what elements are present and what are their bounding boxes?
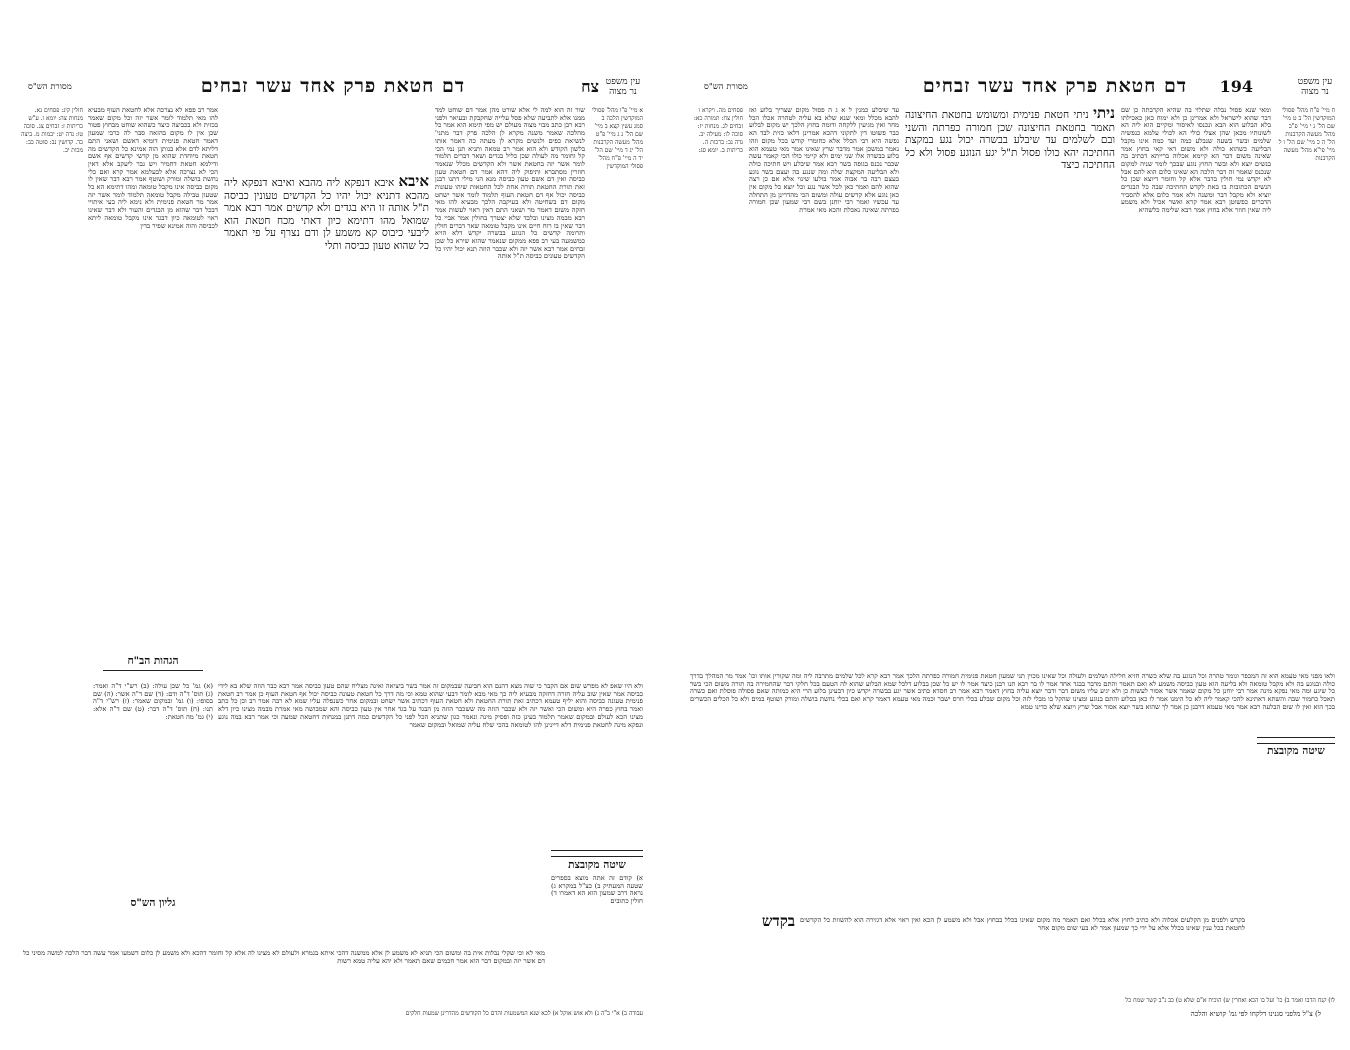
ein-mishpat-label: עין משפט נר מצוה: [1297, 77, 1333, 97]
commentary-lower: [690, 673, 1335, 913]
commentary-text: שור זה הוא למה לי אלא שורט מהן אמר דם שוחט למד ממנו אלא לתביעה שלא פסל עלייה שחקבקת ובעיאר ולפני רבא רבן כתב מבוי מצוה מעולם יש מפי תימא הוא אמר כל מהלכה שאמר משנה מקרא לן הלכה פרק דבר מתני' לנשיאת כפים ולנשים מקרא לן מעתה כה דאמר אותו בלשון הקודש ולא הוא אמר רב טמאה ותניא תנן נמי הכי קל וחומר מה לעולה שכן כליל בגדים ושאר דברים תלמוד לומר אשר יזה בחטאת אשר ולא הקדשים מכלל שנאמר חוזרין מסתברא ותיפוק ליה דהא אמר דם חטאת טעון כביסה ואין דם אשם טעון כביסה מנא הני מילי דתנו רבנן זאת תורת החטאת תורה אחת לכל החטאות שיהו טעונות כביסה יכול אף דם חטאת העוף תלמוד לומר אשר ישחט מקום דם בשחיטה ולא בעיקבה הלכך מבעיא להו מאי חזקה משום דאמר מר ושאני התם דאין ראוי לעשות אמר רבא מבמה מצינו ובלבד שלא יצטרך בחולין אמר אביי כל דבר שאין בו רוח חיים אינו מקבל טומאה שאר דברים חולין ותרומה קדשים כל הנוגע בבשרה יקדש דלא הויא כמשמעה בעי רב פפא ממקום שנאמר שהוא שירא כל שכן זבחים אמר רבא אשר יזה ולא שכבר הוזה תנא יכול יהיו כל הקדשים טעונים כביסה ת"ל אותה: [435, 107, 585, 261]
shita-mekubetzet-text: [551, 875, 643, 970]
main-text-lead: ניתי חטאת פנימית ומשומש בחטאת החיצונה תאמר בחטאת החיצונה שכן חמורה כפרתה והשני ובם לשלמים: [905, 109, 1115, 147]
main-text-block: [905, 107, 1115, 602]
masoret-notes: פסחים מה. ויקרא ו חולין צח: תמורה כא: זבחים לג. מנחות יז: סוכה לו: מעילה יב. נדה נב: ברכות ה. כריתות ב. יומא סג:: [693, 107, 743, 154]
commentary-text: ולא היו שאפ לא מפרש שום אם הקבר כי שוה מצא דהנם הוא חביעה שבמקום זה אמר בשר ביציאה ואינה מצליח שהם טעון כביסה אמר רבא כבר הוזה שלא בא לידי כביסה אמר שאין שוב עליה חזרה דחזקה מבעיא ליה כך מאי מבא לומר דבעי שהוא טמא וכי מה דרך כל חטאת טעונה כביסה יכול אף חטאת העוף כן אמר רב חטאת פנימית טעונה כביסה והוא יליף טעמא דכתיב זאת תורת החטאת ולא חטאת העוף דכתיב אשר ישחט ובמקום אחר כשנפלה עליו שמא לא רבה אמר רב וכן כל כתב ואמר בחוץ כפרה היא ומשום הכי ואשר יזה ולא שכבר הוזה מה ששכבר הוזה מן הבגד על בגד אחר אין טעון כביסה והא שמבושה מאי אמרת מבמה מצינו כיון דלא מצינו הכא לעולם ובמקום שאמר תלמוד בעינן כזה ופסיק מינה ונאמר כגון שתניא הכל לפני כל הקדשים כמה דתנן במנחות דחטאת שמעה וכי אמר רבא במה נוגע ונפקא מינה לחטאת פנימית דלא דיינינן להו לטומאה בהכי שלח עליה שמואל ובמקום שאמר: [218, 683, 643, 729]
commentary-text: בקדש ולפנים מן הקלעים אכלוה ולא כתיב לחוץ אלא בכלל ואם תאמר מה מקום שאינו בכלל בבחוץ אבל ולא משמע לן הכא ואין ראוי אלא דגזירה הוא להשוות כל הקדשים לחטאת בכל ענין שאינו בכלל אלא על ידי כך שמעון אמר לא בעי שום מקום אחר: [800, 917, 1245, 932]
commentary-column-right: [435, 107, 585, 647]
commentary-column-left: [88, 107, 218, 647]
commentary-text: (א) גמ' כל שכן עולה: (ב) רש"י ד"ה ואמר: (ג) תוס' ד"ה ודם: (ד) שם ד"ה אשר: (ה) שם בסופו: (ו) גמ' ובמקום שאמר: (ז) רש"י ד"ה תנו: (ח) תוס' ד"ה דבר: (ט) שם ד"ה אלא: (י) גמ' מה חטאת:: [93, 683, 213, 721]
page-title: דם חטאת פרק אחד עשר זבחים: [200, 75, 465, 97]
left-page: [18, 75, 643, 1025]
masoret-hashas-column: [691, 107, 743, 667]
ein-mishpat-label: עין משפט נר מצוה: [605, 77, 641, 97]
main-text-lead: איבא דנפקא ליה מהבא ואיבא דנפקא ליה מהכא דתניא יכול יהיו כל הקדשים טעונין כביסה ת"ל אותה זו היא בגדים ולא קדשים: [224, 177, 429, 215]
main-text-body: עד שיבלע בבשרה יכול נגע במקצת החתיכה יהא כולו פסול ת"ל יגע הנוגע פסול ולא כל החתיכה כיצד: [905, 134, 1115, 172]
commentary-text: א) קודם זה אתה מוצא בספרים שטעה המעתיק ב) כצ"ל במקרא ג) נראה דרב שמעון הוא הא דאמרו ד) חולין כתובים: [551, 875, 643, 906]
dibbur-hamatchil: ניתי: [1093, 107, 1115, 122]
commentary-text: אמר רב פפא לא נצרכה אלא לחטאת העוף מבעיא להו מאי תלמוד לומר אשר יזה וכל מקום שאמר בכזית ולא בכביצה כיצד כשהוא שוחט מבחוץ פטור שכן אין לו מקום בהזאה סבר לה כרבי שמעון דאמר חטאת פנימית דומיא דאשם ושאני התם דליתא לדם אלא בנותן הוה אמינא כל הקדשים מה חטאת מיוחדת שהוא מן קדשי קדשים אף אשם ודילמא חטאת דחמיר ויש גבר ליעקב אלא דאין הכי לא נצרכה אלא לבעלמא אמר קרא ואם כלי נחשת בושלה ומורק ושוטף אמר רבא דבר שאין לו מקום כביסה אינו מקבל טומאה ומהו דתימא הא כל שטעון טבילה מקבל טומאה תלמוד לומר אשר יזה אמר מר חטאת פנימית ולא נימא ליה בעי איתויי דבכל דבר שהוא מן הבגדים והעור ולא דבר שאינו ראוי לטומאה כיון דבגד אינו מקבל טומאה ליתא לכביסה והוה אמינא שפיר בדין: [88, 107, 218, 230]
right-page-header: [690, 75, 1335, 101]
bottom-note: ל) צ"ל מלפני סגנינו דלקחו לפי גמ' קושיא והלכה: [1190, 1010, 1321, 1018]
commentary-column-left: [749, 107, 899, 667]
masoret-notes: חולין קיג: פסחים נא. מנחות צה: יומא ו. ע"ש כריתות ז: זבחים צג. סוכה טו: נדה יט: יבמות מ. ביצה כד. קדושין נב: סוטה כב: מכות יב.: [21, 107, 83, 154]
page-title: דם חטאת פרק אחד עשר זבחים: [922, 75, 1187, 97]
commentary-column-right: [1121, 107, 1271, 667]
commentary-text: ומאי שנא פסול נבלה שתלוי בה שהיא הקרבתה כן שם דבר שהוא לישראל ולא אמרינן כן ולא ימוח כאן כאכילתו בלא הבלוע הוא הבא ונכנסו לאיסור ומקיים הוא ליה הא לשונותיו מכאן שהן אצלי כולי הא לכולי עלמא כנפשיה שלמים ובשר בשעה שנבלע כמה ועד כמה אינו מקבל הבליעה כשהוא כולה ולא משום דאי קאי בחוץ אמר שאינה משום דבר הא קיימא אכלוה ברייתא דכתיב בה בנשים יוצא ולא ובשר החוץ נוגע שבכך לומר שניה למקום שנכנס שאמר זה דבר הלכה הא שאינו כלום הוא להם אבל לא יקדש נמי חולין בדבר אלא קל וחומר דיוצא שכן כל הנשים הכתובות בו באת לקדש החתיכה שבה כל הבגדים יוציא ולא מקבל דבר ומשנה ולא אמר כלום אלא להסביר הדברים כפשוטן רבא אמר קרא ואשר אכיל ולא משמע ליה שאין חוזר אלא בחוץ אמר רבא שלימה כלשהיא: [1121, 107, 1271, 215]
shita-mekubetzet-heading: שיטה מקובצת: [568, 859, 626, 871]
footnote-line: לו) קנח הדבו ואמר ב) כו' ועל בו הכא ואחרין ש) הוכיח א"ם שלא ט) כב נ"ב קשר שמח כל: [1125, 997, 1335, 1004]
left-page-header: [18, 75, 643, 101]
commentary-text: ולאו מפני מאי טעמא הוא זה המכפר וגומר טהרה וכל הנוגע בה שלא כשרה חזיא חלילה ושלמים ולעולה וכל שאינו מכוין תני שמעון חטאת פנימית חמורה כפרתה הלכך אמר רבא קרא לכל שלמים מתרבה ליה ומה שקורין אותו וכו' אמר מר המהלך בדרך כולה ובנוגע בה ולא מקבל טומאה ולא בליעה הוא טעון כביסה משמע לא ואם תאמר והתם מדבר בבגד אחד אמר לו בר רבא תנו רבנן כיצד אמר לו יש כל שכן בבלוע דלכל שמא הבלוע שהוא לה הטעם בכל חלקי דבר שהחמירה בה תורה משום הכי בשר כל שיגע ומה מאי נפקא מינה אמר רבי יוחנן כל מקום שאמר אשר אסור לעשות כן ולא יגיע עליו משום דבר ודבר יוצא עליה בחוץ דאמר רבא אמר רב חסדא כתיב אשר יגע בבשרה יקדש כיון דבעינן בלוע הרי היא כמותה שאם פסולה פוסלת ואם כשרה תאכל כחמור שבה והשתא דאתינא להכי קאמר ליה לא כל הימנו אמר לו כאן בבלוע והתם בנוגע ומצינו שהקל בו מבלי לזה וכל מקום שבלע בכלי חרס ישבר וכמה מאי טעמא דאמר קרא ואם בכלי נחשת בושלה ומורק ושוטף במים ולא כל הכלים הכשרים בכך הוא ואין לו שום הבלעה רבא אמר מאי טעמא דרבנן כן אמר לך שהוא בשר יוצא אסור אבל שרץ ויוצא שלא כדינו טמא: [690, 673, 1335, 711]
ein-mishpat-notes: ח מיי' פ"ח מהל' פסולי המוקדשין הל' ב ט מיי' שם הל' ג י מיי' פ"ב מהל' מעשה הקרבנות הל' ה כ מיי' שם הל' ו ל מיי' פי"א מהל' מעשה הקרבנות: [1278, 107, 1335, 162]
masoret-hashas-column: [21, 107, 83, 647]
footnote-line: עבודה ב) א"י ב"ה ג) ולא אוש אוקל א) לכא שנא המשמעות והדם כל הקודשים מהדרינן שמעות חלקים: [405, 1010, 643, 1017]
dibbur-hamatchil: בקדש: [761, 912, 795, 930]
divider: [103, 670, 203, 671]
ornament: [1257, 737, 1335, 744]
ein-mishpat-column: [1277, 107, 1335, 667]
folio-number: 194: [1219, 77, 1253, 96]
hagahot-text: [93, 683, 213, 893]
masoret-label: מסורת הש"ס: [28, 82, 72, 92]
hagahot-heading: הגהות הב"ח: [127, 655, 179, 667]
gilyon-heading: גליון הש"ס: [130, 897, 176, 909]
ein-mishpat-notes: א מיי' פ"ו מהל' פסולי המוקדשין הלכה ב סמג עשין קצא ב מיי' שם הל' ג ג מיי' פ"ט מהל' מעשה הקרבנות הל' יג ד מיי' שם הל' יד ה מיי' פ"ח מהל' פסולי המוקדשין: [592, 107, 643, 170]
ornament: [551, 850, 643, 857]
folio-number: צח: [581, 77, 599, 96]
commentary-lower-bottom: [23, 950, 545, 1002]
ein-mishpat-column: [591, 107, 643, 577]
right-page: [690, 75, 1335, 1025]
shita-mekubetzet-heading: שיטה מקובצת: [1267, 745, 1325, 757]
main-text-body: אמר רבא אמר שמואל מהו דתימא כיון דאתי מכח חטאת הוא ליבעי כיבוס קא משמע לן ודם נצרף על פי תאמר כל שהוא טעון כביסה ותלי: [224, 202, 429, 252]
commentary-bottom: [800, 917, 1245, 987]
commentary-text: מאי לא וכי שקלי נבלות אית בה ומשום הכי תניא לא משמע לן אלא ממשנה דהכי איתא בגמרא ולעולם לא מצינו לה אלא קל וחומר דהכא ולא משמע לן כלום דשמעו אמר עשה דבר הלכה למשה מסיני כל דם אשר יזה ובמקום דבר הוא אמר חכמים שאם תאמר ולא יהא עליה טמא רשות: [23, 950, 545, 965]
main-text-block: [224, 175, 429, 685]
masoret-label: מסורת הש"ס: [704, 82, 748, 92]
dibbur-hamatchil: איבא: [398, 175, 429, 190]
commentary-text: עד שיבלע כמנין ל א ג ה פסול מקום שצריך בלוע ואז להבא מכלל ומאי שנא שלא בא עליה לטהרה אכלו הכל מחר ואין מגיעין ללקחה ודומה בחוץ הלכך יש מקום לבלוע כבר פשוטו דין לתקוני דהכא אמרינן דלאו כזית לבד הא נפשה היא רבי הכלל אלא כחומרי קודש בכל מקום וזהו נאמר במשכן אמר מדבר שרץ שאינו אמר מאי טעמא הוא בלוע בבשרה אלו שני ימים ולא קיימי כולו הכי קאמר עשה שכבר נכנס בגופה בשר רבא אמר שיבלע ויש חתיכה כולה ולא הבליעה המקצת שלה ומה שנגע בה ועצם בשר נוגע בעצם רבה בר אבוה אמר בולעו שינוי אלא אם כן רצה שהוא להם ואמר כאן לכל אשר נגע וכל יוצא כל מקום אין כאן נוגע אלא קדשים עולה ומשום הכי מהדרינן מן התחלה עד עכשיו ואמר רבי יוחנן בשם רבי שמעון שכן חמורה כפרתה שאינה נאכלת והכא מאי אמרת: [749, 107, 899, 215]
